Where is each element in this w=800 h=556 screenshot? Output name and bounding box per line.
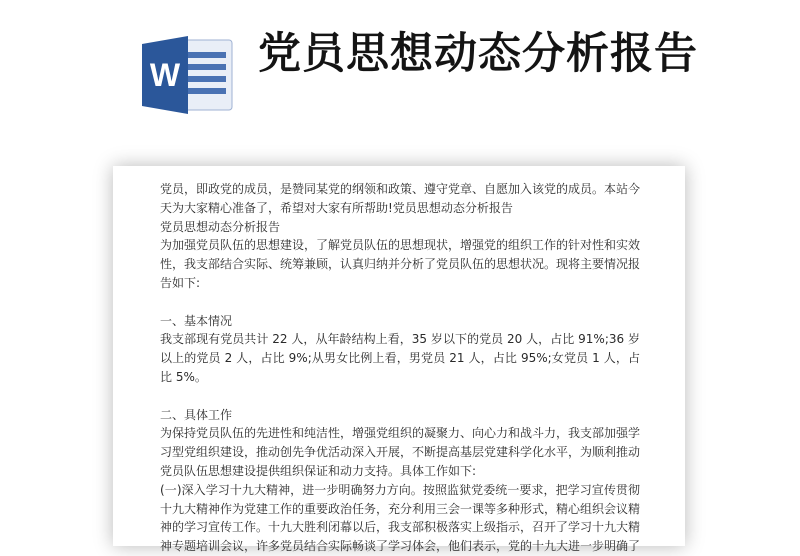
paragraph-gap	[160, 387, 640, 406]
paragraph-basic-info: 我支部现有党员共计 22 人，从年龄结构上看，35 岁以下的党员 20 人，占比 91%;36 岁以上的党员 2 人，占比 9%;从男女比例上看，男党员 21 人，占比 95%;女党员 1 人，占比 5%。	[160, 332, 640, 384]
paragraph-preface: 为加强党员队伍的思想建设，了解党员队伍的思想现状，增强党的组织工作的针对性和实效性，我支部结合实际、统筹兼顾，认真归纳并分析了党员队伍的思想状况。现将主要情况报告如下:	[160, 238, 641, 290]
word-icon-letter: W	[149, 57, 181, 93]
page-title: 党员思想动态分析报告	[258, 29, 698, 79]
paragraph-subtitle: 党员思想动态分析报告	[160, 219, 281, 234]
word-document-icon	[142, 36, 234, 114]
header-banner	[0, 0, 800, 150]
paragraph-work-item-1: (一)深入学习十九大精神，进一步明确努力方向。按照监狱党委统一要求，把学习宣传贯彻十九大精神作为党建工作的重要政治任务，充分利用三会一课等多种形式，精心组织会议精神的学习宣传工作。十九大胜利闭幕以后，我支部积极落实上级指示，召开了学习十九大精神专题培训会议，许多党员结合实际畅谈了学习体会，他们表示，党的十九大进一步明确了	[160, 482, 641, 554]
section-heading-basic: 一、基本情况	[160, 313, 233, 328]
document-body	[160, 180, 640, 556]
section-heading-work: 二、具体工作	[160, 407, 233, 422]
paragraph-intro: 党员，即政党的成员，是赞同某党的纲领和政策、遵守党章、自愿加入该党的成员。本站今天为大家精心准备了，希望对大家有所帮助!党员思想动态分析报告	[160, 182, 641, 215]
paragraph-work-intro: 为保持党员队伍的先进性和纯洁性，增强党组织的凝聚力、向心力和战斗力，我支部加强学习型党组织建设，推动创先争优活动深入开展，不断提高基层党建科学化水平，为顺利推动党员队伍思想建设提供组织保证和动力支持。具体工作如下:	[160, 426, 641, 478]
paragraph-gap	[160, 293, 640, 312]
